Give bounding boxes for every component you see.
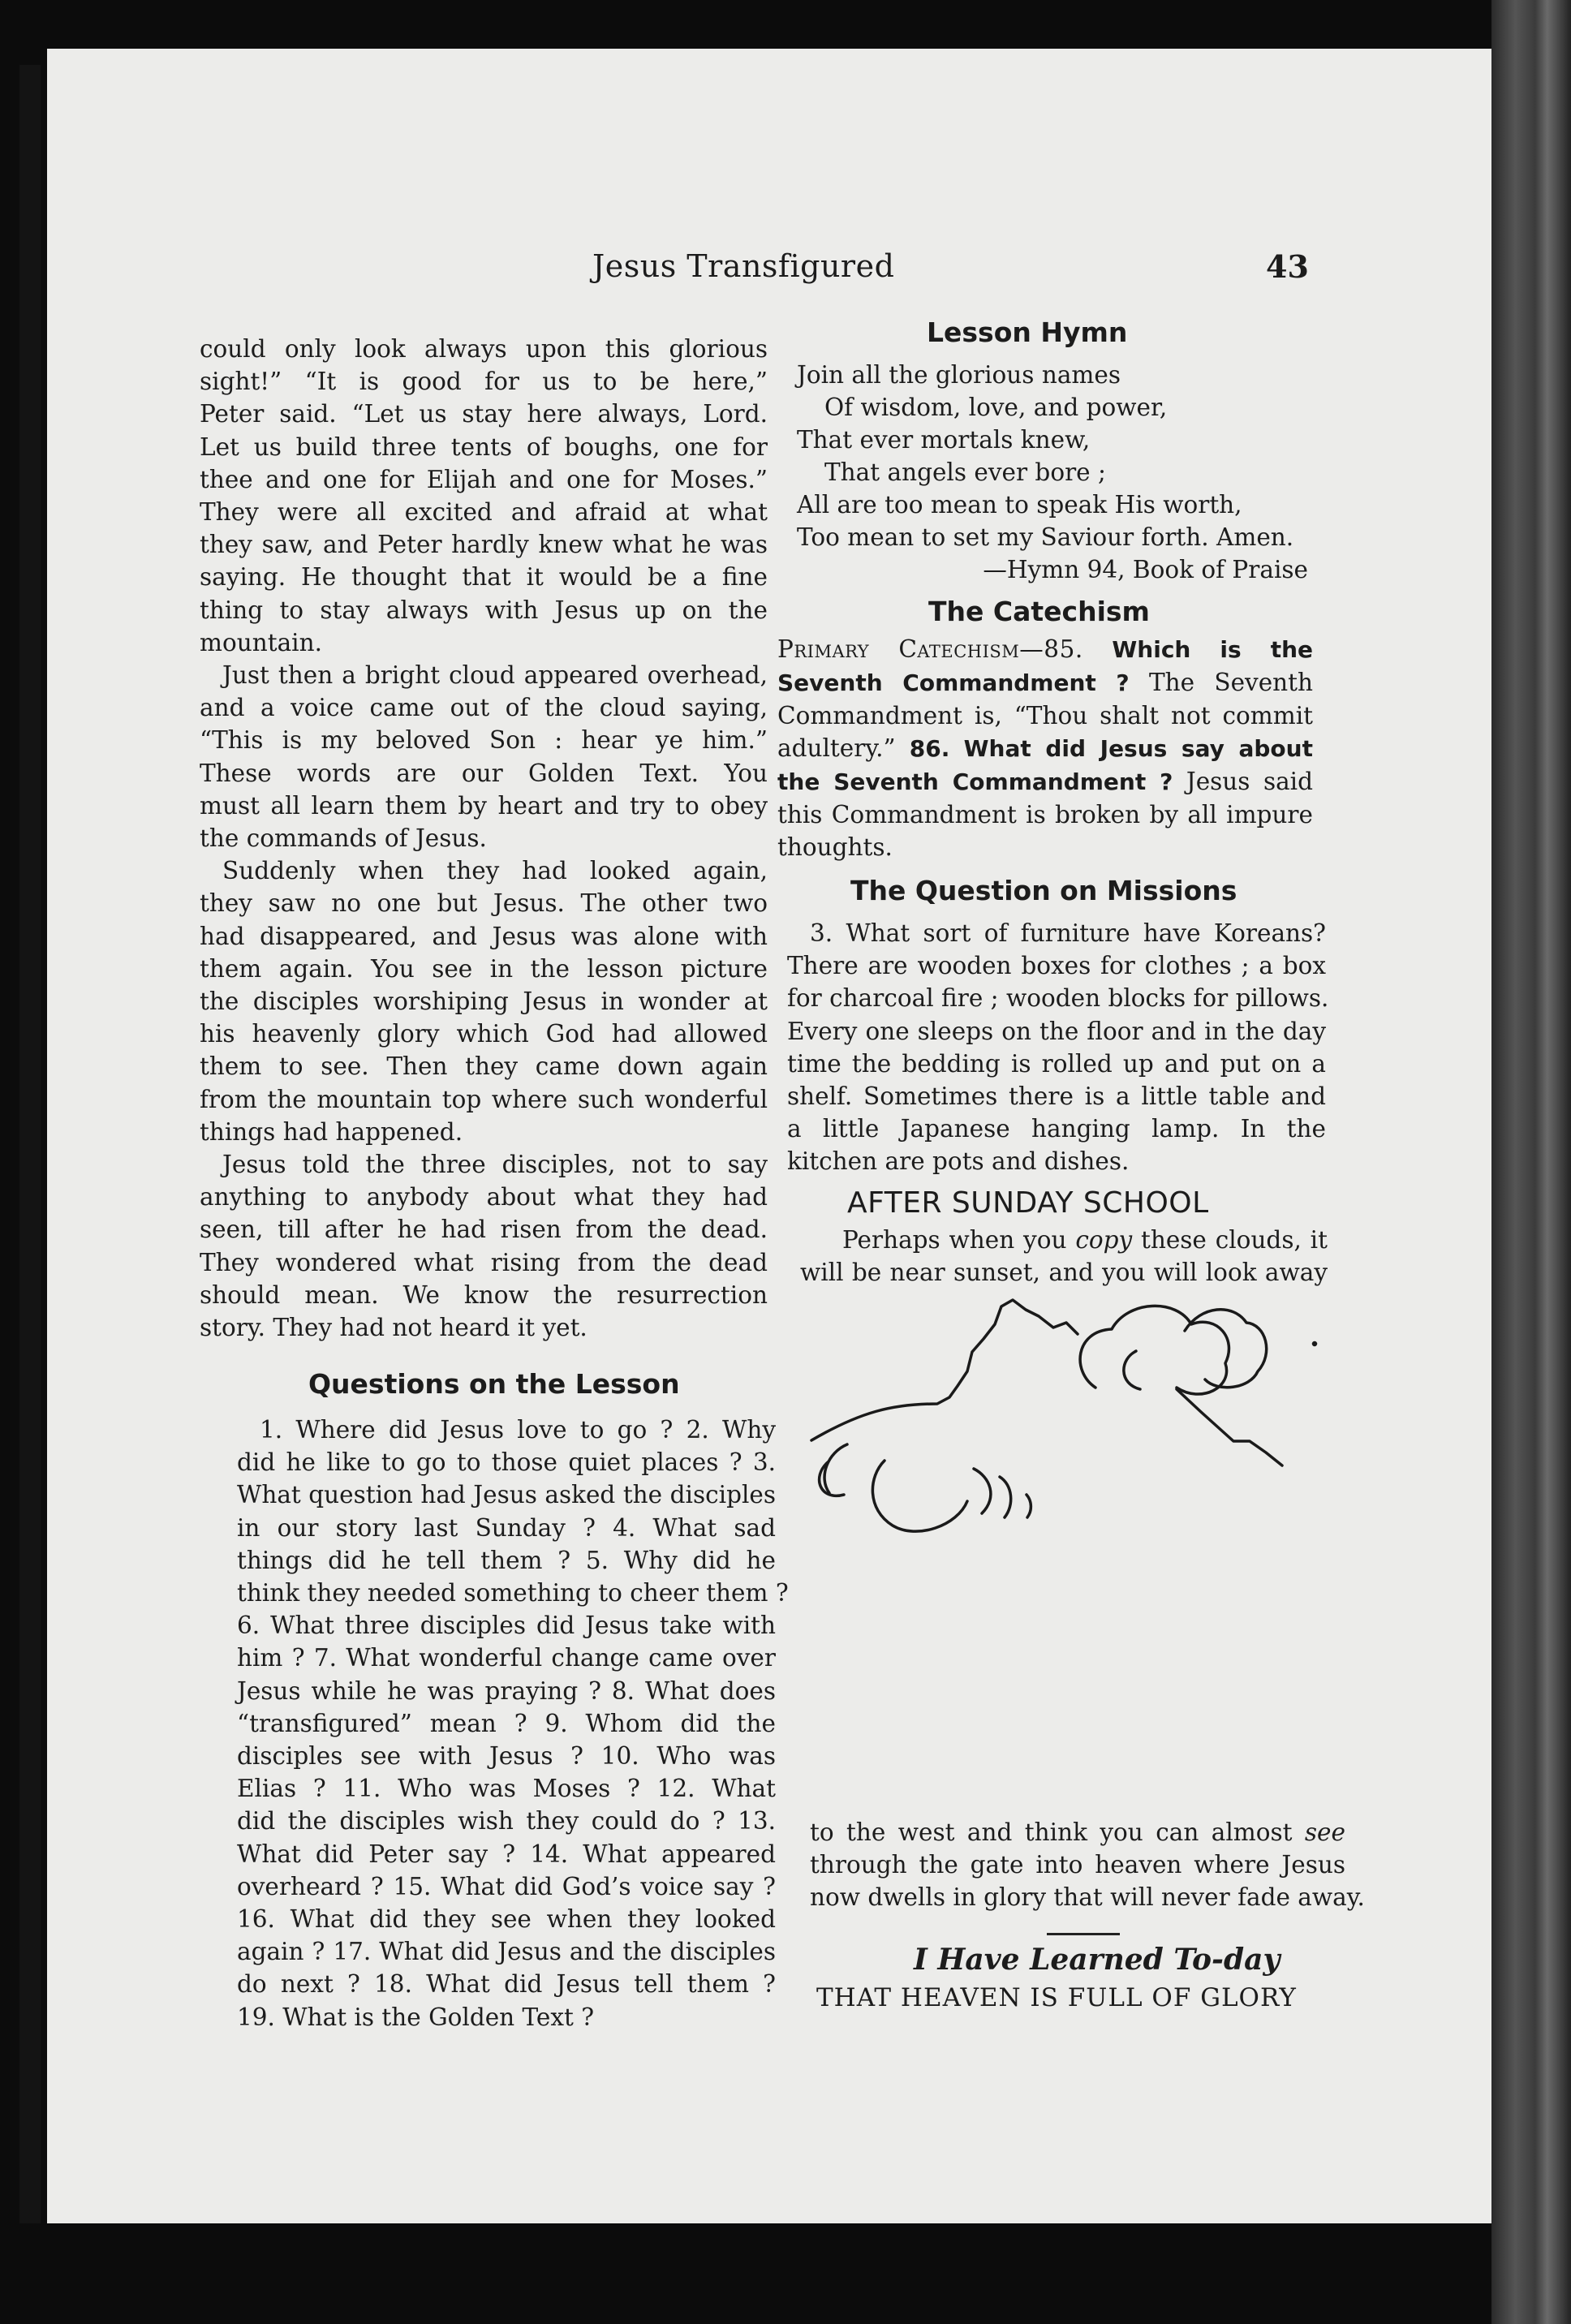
story-line: story. They had not heard it yet.	[200, 1314, 588, 1342]
question-line: 19. What is the Golden Text ?	[237, 2003, 595, 2031]
story-line: saying. He thought that it would be a fine	[200, 563, 768, 592]
cloud-horizon-line	[811, 1300, 1078, 1440]
question-line: disciples see with Jesus ? 10. Who was	[237, 1742, 776, 1771]
after-outro-line: through the gate into heaven where Jesus	[810, 1851, 1345, 1879]
previous-page-edge	[19, 65, 41, 2223]
hymn-heading: Lesson Hymn	[927, 316, 1128, 348]
story-line: and a voice came out of the cloud saying,	[200, 694, 768, 722]
story-line: should mean. We know the resurrection	[200, 1280, 768, 1309]
hymn-text	[797, 359, 1308, 586]
question-line: did he like to go to those quiet places ? 3.	[237, 1448, 776, 1477]
after-outro-line: to the west and think you can almost see	[810, 1818, 1345, 1846]
emphasis-copy: copy	[1075, 1226, 1133, 1254]
story-line: Suddenly when they had looked again,	[222, 857, 768, 885]
question-line: Jesus while he was praying ? 8. What does	[237, 1676, 776, 1705]
story-line: things had happened.	[200, 1117, 463, 1146]
after-outro-line: now dwells in glory that will never fade away.	[810, 1883, 1365, 1912]
question-line: “transfigured” mean ? 9. Whom did the	[237, 1709, 776, 1737]
story-line: must all learn them by heart and try to obey	[200, 791, 768, 820]
story-line: Peter said. “Let us stay here always, Lord.	[200, 400, 768, 428]
story-line: These words are our Golden Text. You	[200, 759, 768, 787]
story-line: “This is my beloved Son : hear ye him.”	[200, 726, 768, 755]
missions-line: 3. What sort of furniture have Koreans?	[810, 919, 1326, 947]
hymn-line: Join all the glorious names	[797, 361, 1121, 389]
story-line: could only look always upon this glorious	[200, 335, 768, 363]
story-line: had disappeared, and Jesus was alone with	[200, 922, 768, 950]
story-line: the disciples worshiping Jesus in wonder at	[200, 988, 768, 1016]
story-line: they saw, and Peter hardly knew what he was	[200, 531, 768, 559]
story-line: They were all excited and afraid at what	[200, 498, 768, 527]
cloud-drawing	[795, 1282, 1347, 1574]
cloud-puff	[824, 1444, 847, 1493]
story-line: them again. You see in the lesson picture	[200, 954, 768, 983]
cloud-puff	[974, 1469, 991, 1513]
after-outro-text	[810, 1816, 1365, 1914]
page-number: 43	[1266, 248, 1309, 285]
missions-line: Every one sleeps on the floor and in the day	[787, 1017, 1326, 1045]
story-line: thing to stay always with Jesus up on the	[200, 596, 768, 624]
missions-line: a little Japanese hanging lamp. In the	[787, 1115, 1326, 1143]
cloud-tail	[1177, 1389, 1282, 1465]
divider	[1047, 1933, 1120, 1935]
story-line: Let us build three tents of boughs, one for	[200, 433, 768, 461]
catechism-question-85: Which is the Seventh Commandment ?	[777, 636, 1313, 696]
question-line: things did he tell them ? 5. Why did he	[237, 1546, 776, 1574]
cloud-puff	[820, 1462, 844, 1496]
catechism-heading: The Catechism	[928, 596, 1150, 627]
after-intro-line: will be near sunset, and you will look away	[800, 1259, 1328, 1287]
catechism-number-86: 86.	[909, 735, 950, 762]
hymn-line: Of wisdom, love, and power,	[824, 394, 1168, 421]
hymn-line: Too mean to set my Saviour forth. Amen.	[797, 523, 1294, 551]
story-line: mountain.	[200, 628, 322, 656]
question-line: overheard ? 15. What did God’s voice say ?	[237, 1872, 776, 1900]
story-line: from the mountain top where such wonderful	[200, 1085, 768, 1113]
story-line: his heavenly glory which God had allowed	[200, 1020, 768, 1048]
story-line: They wondered what rising from the dead	[200, 1248, 768, 1276]
questions-text	[237, 1414, 789, 2034]
learned-today-title: I Have Learned To-day	[914, 1943, 1280, 1977]
catechism-answer-86: Jesus said this Commandment is broken by all impure thoughts.	[777, 768, 1313, 861]
question-line: do next ? 18. What did Jesus tell them ?	[237, 1970, 776, 1999]
story-line: thee and one for Elijah and one for Moses.”	[200, 465, 768, 493]
question-line: think they needed something to cheer them ?	[237, 1579, 789, 1607]
missions-text	[787, 917, 1329, 1178]
after-intro-line: Perhaps when you copy these clouds, it	[842, 1226, 1328, 1254]
question-line: in our story last Sunday ? 4. What sad	[237, 1513, 776, 1542]
hymn-line: That angels ever bore ;	[824, 458, 1106, 486]
emphasis-see: see	[1304, 1818, 1345, 1846]
missions-line: kitchen are pots and dishes.	[787, 1147, 1130, 1176]
question-line: 6. What three disciples did Jesus take with	[237, 1612, 776, 1640]
missions-line: shelf. Sometimes there is a little table and	[787, 1082, 1326, 1111]
story-line: anything to anybody about what they had	[200, 1183, 768, 1211]
question-line: What did Peter say ? 14. What appeared	[237, 1840, 776, 1868]
cloud-puff	[1000, 1477, 1011, 1517]
story-line: seen, till after he had risen from the dead.	[200, 1216, 768, 1244]
book-spine	[1491, 0, 1571, 2324]
learned-today-text: THAT HEAVEN IS FULL OF GLORY	[816, 1983, 1297, 2012]
hymn-line: All are too mean to speak His worth,	[797, 491, 1242, 519]
catechism-answer-85: The Seventh Commandment is, “Thou shalt not commit adultery.”	[777, 669, 1313, 762]
question-line: 16. What did they see when they looked	[237, 1905, 776, 1934]
missions-line: time the bedding is rolled up and put on a	[787, 1049, 1326, 1078]
question-line: again ? 17. What did Jesus and the disciples	[237, 1938, 776, 1966]
hymn-attribution: —Hymn 94, Book of Praise	[983, 556, 1308, 583]
story-line: Just then a bright cloud appeared overhead,	[222, 661, 768, 690]
story-line: the commands of Jesus.	[200, 824, 487, 853]
story-text	[200, 333, 768, 1344]
question-line: 1. Where did Jesus love to go ? 2. Why	[260, 1416, 776, 1444]
cloud-puff	[1124, 1351, 1140, 1389]
story-line: Jesus told the three disciples, not to say	[222, 1151, 768, 1179]
cloud-puff	[1027, 1495, 1031, 1517]
story-line: them to see. Then they came down again	[200, 1052, 768, 1081]
missions-heading: The Question on Missions	[850, 875, 1237, 906]
after-intro-text	[800, 1224, 1328, 1289]
after-sunday-school-heading: AFTER SUNDAY SCHOOL	[847, 1186, 1209, 1220]
question-line: did the disciples wish they could do ? 13.	[237, 1807, 776, 1836]
story-line: sight!” “It is good for us to be here,”	[200, 368, 768, 396]
running-title: Jesus Transfigured	[592, 248, 895, 284]
question-line: him ? 7. What wonderful change came over	[237, 1644, 776, 1672]
questions-heading: Questions on the Lesson	[308, 1368, 680, 1400]
cloud-puff	[872, 1461, 967, 1531]
question-line: What question had Jesus asked the disciples	[237, 1481, 776, 1509]
question-line: Elias ? 11. Who was Moses ? 12. What	[237, 1775, 776, 1803]
hymn-line: That ever mortals knew,	[797, 426, 1091, 454]
catechism-text	[777, 633, 1313, 863]
missions-line: for charcoal fire ; wooden blocks for pillows.	[787, 984, 1329, 1013]
story-line: they saw no one but Jesus. The other two	[200, 889, 768, 918]
missions-line: There are wooden boxes for clothes ; a box	[787, 952, 1326, 980]
catechism-question-86: What did Jesus say about the Seventh Commandment ?	[777, 735, 1313, 795]
catechism-label: Primary Catechism—85.	[777, 635, 1083, 663]
